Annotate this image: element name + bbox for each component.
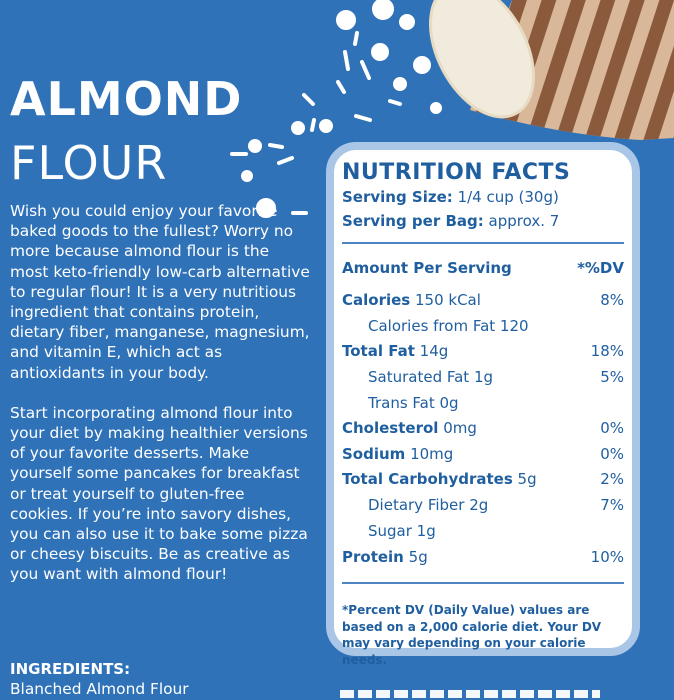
nutrition-row bbox=[342, 315, 624, 337]
nutrition-row bbox=[342, 366, 624, 388]
nutrient-amount: 14g bbox=[419, 342, 449, 360]
nutrition-row bbox=[342, 546, 624, 568]
cropped-text-fragment bbox=[340, 690, 600, 698]
serving-per-bag-value: approx. 7 bbox=[488, 212, 560, 230]
ingredients-value: Blanched Almond Flour bbox=[10, 680, 189, 698]
nutrition-title: NUTRITION FACTS bbox=[342, 160, 571, 185]
dv-footnote: *Percent DV (Daily Value) values are based on a 2,000 calorie diet. Your DV may vary depending on your calorie needs. bbox=[342, 603, 602, 667]
description-paragraph-2: Start incorporating almond flour into your diet by making healthier versions of your favorite desserts. Make yourself some pancakes for breakfast or treat yourself to gluten-free cookies. If you’re into savory dishes, you can also use it to bake some pizza or cheesy biscuits. Be as creative as you want with almond flour! bbox=[10, 403, 308, 584]
nutrient-dv: 2% bbox=[600, 470, 624, 488]
nutrient-label: Total Carbohydrates bbox=[342, 470, 513, 488]
nutrition-row bbox=[342, 468, 624, 490]
nutrient-label: Cholesterol bbox=[342, 419, 439, 437]
divider bbox=[342, 582, 624, 584]
nutrient-label: Sodium bbox=[342, 445, 406, 463]
nutrition-facts-card bbox=[326, 142, 640, 667]
product-title-line1: ALMOND bbox=[10, 72, 243, 126]
nutrient-label: Calories bbox=[342, 291, 411, 309]
nutrient-dv: 8% bbox=[600, 291, 624, 309]
nutrient-amount: 10mg bbox=[410, 445, 454, 463]
nutrient-label: Saturated Fat 1g bbox=[368, 368, 494, 386]
nutrient-dv: 7% bbox=[600, 496, 624, 514]
serving-size-value: 1/4 cup (30g) bbox=[457, 188, 559, 206]
nutrient-dv: 0% bbox=[600, 419, 624, 437]
nutrient-dv: 0% bbox=[600, 445, 624, 463]
nutrient-label: Trans Fat 0g bbox=[368, 394, 459, 412]
nutrient-label: Sugar 1g bbox=[368, 522, 436, 540]
divider bbox=[342, 242, 624, 244]
serving-per-bag bbox=[342, 212, 559, 230]
nutrient-label: Dietary Fiber 2g bbox=[368, 496, 489, 514]
nutrition-row bbox=[342, 392, 624, 414]
nutrient-amount: 5g bbox=[408, 548, 428, 566]
product-description bbox=[10, 201, 312, 605]
description-paragraph-1: Wish you could enjoy your favorite baked goods to the fullest? Worry no more because almond flour is the most keto-friendly low-carb alternative to regular flour! It is a very nutritious ingredient that contains protein, dietary fiber, manganese, magnesium, and vitamin E, which act as antioxidants in your body. bbox=[10, 202, 310, 382]
nutrition-row bbox=[342, 520, 624, 542]
product-title-line2: FLOUR bbox=[10, 136, 168, 190]
nutrition-row bbox=[342, 417, 624, 439]
dv-header: *%DV bbox=[577, 259, 624, 277]
nutrition-row bbox=[342, 494, 624, 516]
nutrition-row bbox=[342, 289, 624, 311]
nutrient-label: Calories from Fat 120 bbox=[368, 317, 529, 335]
nutrient-amount: 5g bbox=[517, 470, 537, 488]
nutrition-header-row bbox=[342, 257, 624, 279]
nutrient-label: Protein bbox=[342, 548, 404, 566]
nutrient-label: Total Fat bbox=[342, 342, 415, 360]
nutrient-amount: 150 kCal bbox=[415, 291, 481, 309]
serving-per-bag-label: Serving per Bag: bbox=[342, 212, 484, 230]
nutrient-dv: 18% bbox=[590, 342, 624, 360]
nutrient-amount: 0mg bbox=[443, 419, 477, 437]
nutrient-dv: 5% bbox=[600, 368, 624, 386]
serving-size-label: Serving Size: bbox=[342, 188, 453, 206]
ingredients-heading: INGREDIENTS: bbox=[10, 660, 131, 678]
nutrient-dv: 10% bbox=[590, 548, 624, 566]
amount-per-serving-label: Amount Per Serving bbox=[342, 259, 512, 277]
nutrition-row bbox=[342, 443, 624, 465]
serving-size bbox=[342, 188, 559, 206]
nutrition-row bbox=[342, 340, 624, 362]
